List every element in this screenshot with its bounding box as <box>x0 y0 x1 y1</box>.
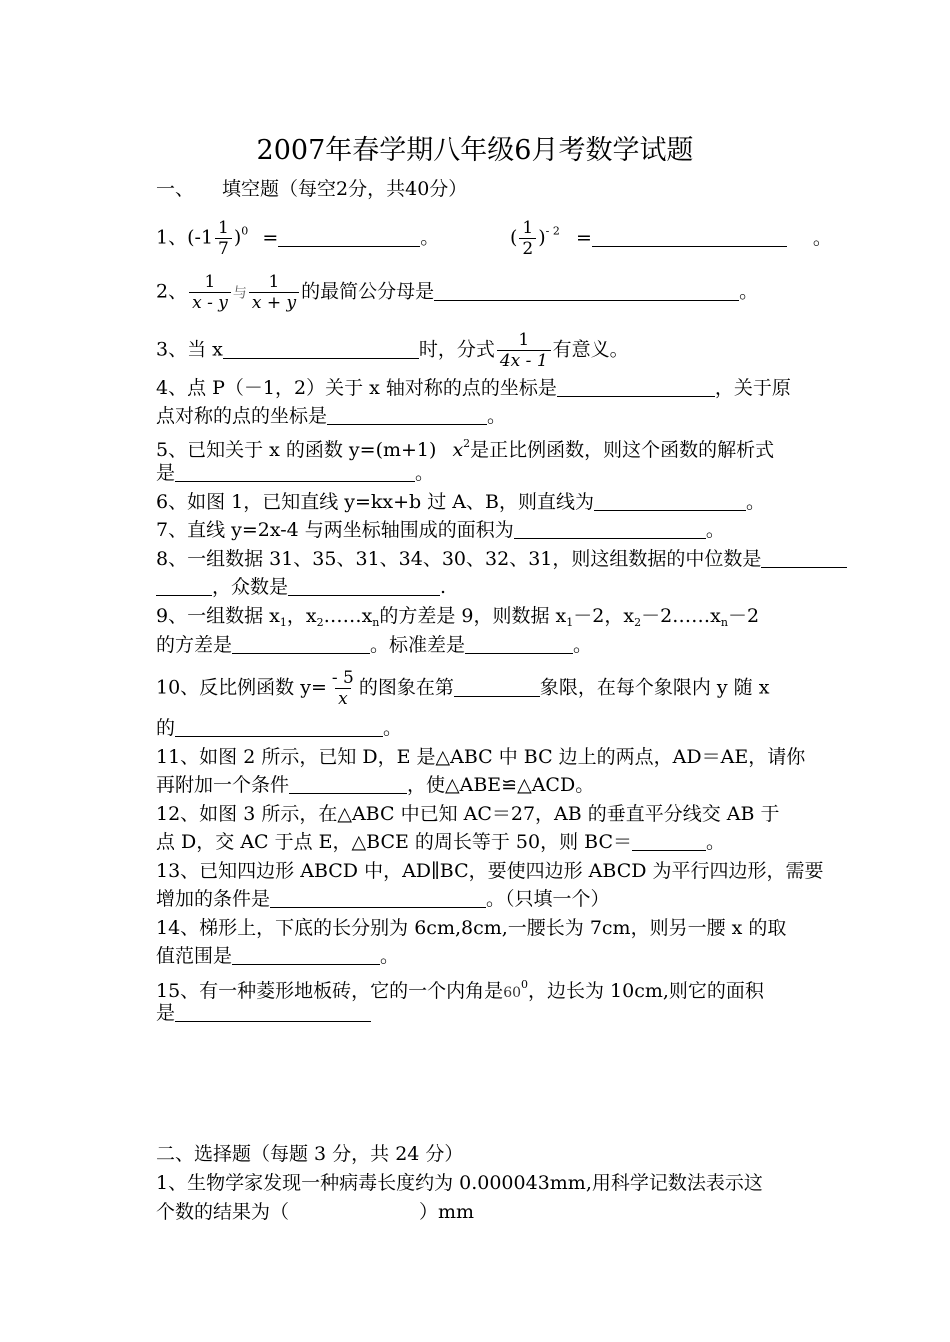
q4-text-3: 点对称的点的坐标是 <box>156 405 328 427</box>
q13-text-1: 13、已知四边形 ABCD 中，AD∥BC，要使四边形 ABCD 为平行四边形，需要 <box>156 860 824 882</box>
q1-end: 。 <box>420 226 440 249</box>
q4-text-2: ，关于原 <box>714 377 791 399</box>
q14-text-1: 14、梯形上，下底的长分别为 6cm,8cm,一腰长为 7cm，则另一腰 x 的取 <box>156 917 787 939</box>
q10-answer-blank-2[interactable] <box>175 716 383 737</box>
q13-text-2: 增加的条件是 <box>156 888 271 910</box>
question-7 <box>156 517 725 543</box>
question-13-line2 <box>156 886 610 912</box>
section2-heading: 二、选择题（每题 3 分，共 24 分） <box>156 1143 464 1165</box>
q9-end: 。 <box>573 634 593 656</box>
q2-frac1-num: 1 <box>204 272 216 292</box>
question-9-line2 <box>156 632 592 658</box>
q3-text: 时，分式 <box>418 338 495 361</box>
q8-answer-blank-1b[interactable] <box>156 575 212 596</box>
q3-prefix: 3、当 x <box>156 338 223 361</box>
q6-answer-blank[interactable] <box>594 490 746 511</box>
q5-text-2: 是正比例函数，则这个函数的解析式 <box>470 439 775 461</box>
q2-text: 的最简公分母是 <box>301 280 435 303</box>
question-5-line2 <box>156 460 434 486</box>
question-6 <box>156 489 765 515</box>
q1-answer-blank[interactable] <box>278 226 420 247</box>
q9-answer-blank-1[interactable] <box>232 633 370 654</box>
question-8-line2 <box>156 574 446 600</box>
q12-text-2: 点 D，交 AC 于点 E，△BCE 的周长等于 50，则 BC＝ <box>156 831 633 853</box>
q9-sub-n: n <box>372 616 380 629</box>
q9-text-8: 的方差是 <box>156 634 233 656</box>
question-12-line2 <box>156 829 725 855</box>
q2-frac1-den: x - y <box>189 292 231 313</box>
q9-text-5: －2，x <box>573 605 635 627</box>
q12-text-1: 12、如图 3 所示，在△ABC 中已知 AC＝27，AB 的垂直平分线交 AB 于 <box>156 803 780 825</box>
q9-sub-2: 2 <box>316 616 324 629</box>
question-5-line1 <box>156 431 774 463</box>
q9-sub-t1: 1 <box>566 616 574 629</box>
q9-text-9: 。标准差是 <box>370 634 466 656</box>
q10-text-3: 象限，在每个象限内 y 随 x <box>539 676 770 699</box>
page-title: 2007年春学期八年级6月考数学试题 <box>256 135 694 166</box>
q9-sub-1: 1 <box>279 616 287 629</box>
q1b-close: ) <box>538 226 546 249</box>
q3-fraction <box>497 330 551 371</box>
q2-fraction-1 <box>189 272 231 313</box>
question-1b <box>510 218 832 259</box>
q10-text-4: 的 <box>156 717 176 739</box>
question-14-line2 <box>156 943 399 969</box>
q10-fraction <box>329 668 357 709</box>
q8-text-2: ，众数是 <box>212 576 289 598</box>
q1-exponent: 0 <box>241 224 249 238</box>
q9-sub-t2: 2 <box>634 616 642 629</box>
q15-degree-mark: 0 <box>521 978 529 991</box>
q7-text: 7、直线 y=2x-4 与两坐标轴围成的面积为 <box>156 519 514 541</box>
section1-number: 一、 <box>156 178 195 200</box>
q3-denominator: 4x - 1 <box>497 350 551 371</box>
q9-text-2: ，x <box>286 605 317 627</box>
q1-equals: = <box>262 226 279 249</box>
q1b-exponent: - 2 <box>545 224 560 238</box>
question-15-line2 <box>156 1000 371 1026</box>
q5-answer-blank[interactable] <box>175 461 415 482</box>
q15-text-1: 15、有一种菱形地板砖，它的一个内角是 <box>156 980 504 1002</box>
q5-text-1: 5、已知关于 x 的函数 y=(m+1) <box>156 439 437 461</box>
q9-text-7: －2 <box>727 605 760 627</box>
c1-text-2: 个数的结果为（ <box>156 1201 290 1223</box>
q9-sub-tn: n <box>720 616 728 629</box>
question-11-line1 <box>156 744 805 770</box>
q2-answer-blank[interactable] <box>434 280 739 301</box>
q1b-denominator: 2 <box>519 238 536 259</box>
question-11-line2 <box>156 772 594 798</box>
q8-end: . <box>440 576 447 598</box>
q1-fraction <box>215 218 232 259</box>
q8-answer-blank-2[interactable] <box>288 575 440 596</box>
q6-end: 。 <box>745 491 765 513</box>
q2-end: 。 <box>739 280 759 303</box>
q11-text-2: 再附加一个条件 <box>156 774 290 796</box>
q4-answer-blank-2[interactable] <box>327 404 487 425</box>
q2-frac2-den: x + y <box>249 292 299 313</box>
question-10-line2 <box>156 715 402 741</box>
q1b-numerator: 1 <box>522 218 534 238</box>
q10-text-1: 10、反比例函数 y= <box>156 676 327 699</box>
q5-exponent: 2 <box>463 437 471 450</box>
q2-frac2-num: 1 <box>268 272 280 292</box>
choice-1-line1 <box>156 1170 763 1196</box>
q10-answer-blank-1[interactable] <box>454 676 540 697</box>
q2-fraction-2 <box>249 272 299 313</box>
q6-text: 6、如图 1，已知直线 y=kx+b 过 A、B，则直线为 <box>156 491 594 513</box>
question-10-line1 <box>156 668 769 709</box>
q1b-open: ( <box>510 226 518 249</box>
question-4-line2 <box>156 403 506 429</box>
q5-text-3: 是 <box>156 462 176 484</box>
q2-conjunction: 与 <box>232 285 247 302</box>
q9-text-6: －2……x <box>641 605 721 627</box>
q1b-equals: = <box>575 226 592 249</box>
q11-text-1: 11、如图 2 所示，已知 D，E 是△ABC 中 BC 边上的两点，AD＝AE，请你 <box>156 746 806 768</box>
q13-text-3: 。（只填一个） <box>486 888 610 910</box>
q5-end: 。 <box>415 462 435 484</box>
q2-prefix: 2、 <box>156 280 188 303</box>
q14-end: 。 <box>380 945 400 967</box>
c1-text-1: 1、生物学家发现一种病毒长度约为 0.000043mm,用科学记数法表示这 <box>156 1172 763 1194</box>
q7-answer-blank[interactable] <box>514 518 706 539</box>
q1-denominator: 7 <box>215 238 232 259</box>
q11-answer-blank[interactable] <box>289 773 407 794</box>
question-1 <box>156 218 439 259</box>
q3-numerator: 1 <box>518 330 530 350</box>
q3-answer-blank[interactable] <box>223 338 419 359</box>
q1b-fraction <box>519 218 536 259</box>
q12-end: 。 <box>706 831 726 853</box>
q10-numerator: - 5 <box>331 668 354 688</box>
q14-text-2: 值范围是 <box>156 945 233 967</box>
question-8-line1 <box>156 546 847 572</box>
question-4-line1 <box>156 375 791 401</box>
q15-text-3: 是 <box>156 1002 176 1024</box>
q5-variable: x <box>452 439 464 461</box>
q4-text-1: 4、点 P（－1，2）关于 x 轴对称的点的坐标是 <box>156 377 557 399</box>
section1-heading <box>156 176 467 202</box>
q8-answer-blank-1[interactable] <box>761 547 847 568</box>
q9-text-4: 的方差是 9，则数据 x <box>379 605 567 627</box>
q3-end: 有意义。 <box>552 338 629 361</box>
question-12-line1 <box>156 801 780 827</box>
q10-denominator: x <box>335 688 351 709</box>
q9-text-1: 9、一组数据 x <box>156 605 280 627</box>
question-14-line1 <box>156 915 786 941</box>
q4-end: 。 <box>487 405 507 427</box>
q1-whole: 1 <box>200 226 214 249</box>
question-3 <box>156 330 629 371</box>
q15-angle: 60 <box>503 985 522 1001</box>
choice-1-line2 <box>156 1199 474 1225</box>
q1-expr-open: (- <box>187 226 201 249</box>
q1-expr-close: ) <box>233 226 242 249</box>
question-13-line1 <box>156 858 824 884</box>
section1-title: 填空题（每空2分，共40分） <box>222 178 468 200</box>
q1b-end: 。 <box>812 226 832 249</box>
c1-text-3: ）mm <box>419 1201 475 1223</box>
question-2 <box>156 272 758 313</box>
q10-text-2: 的图象在第 <box>358 676 454 699</box>
q4-answer-blank-1[interactable] <box>557 376 715 397</box>
q11-text-3: ，使△ABE≌△ACD。 <box>407 774 595 796</box>
q12-answer-blank[interactable] <box>632 830 706 851</box>
q14-answer-blank[interactable] <box>232 944 380 965</box>
q1b-answer-blank[interactable] <box>592 226 787 247</box>
q13-answer-blank[interactable] <box>270 887 486 908</box>
q7-end: 。 <box>705 519 725 541</box>
q8-text-1: 8、一组数据 31、35、31、34、30、32、31，则这组数据的中位数是 <box>156 548 762 570</box>
q1-prefix: 1、 <box>156 226 188 249</box>
q10-end: 。 <box>383 717 403 739</box>
q1-numerator: 1 <box>218 218 229 238</box>
q9-text-3: ……x <box>323 605 373 627</box>
q15-text-2: ，边长为 10cm,则它的面积 <box>528 980 764 1002</box>
q15-answer-blank[interactable] <box>175 1001 371 1022</box>
q9-answer-blank-2[interactable] <box>465 633 573 654</box>
